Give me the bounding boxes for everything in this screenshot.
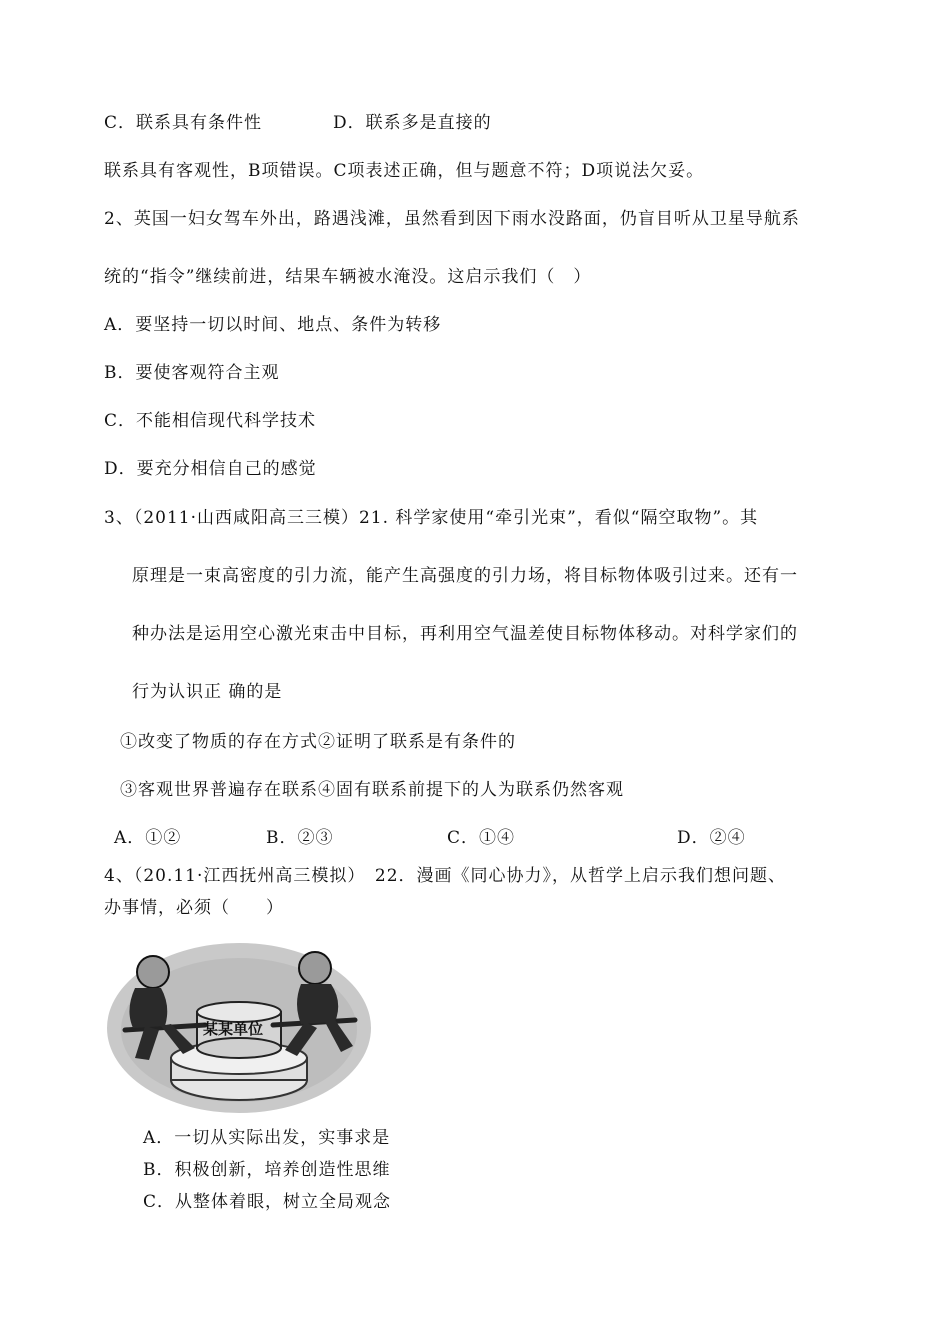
q2-option-b: B．要使客观符合主观 [104,363,280,383]
q4-option-c: C．从整体着眼，树立全局观念 [143,1192,392,1212]
q1-explanation: 联系具有客观性，B项错误。C项表述正确，但与题意不符；D项说法欠妥。 [104,161,705,181]
q3-stem-line-4: 行为认识正 确的是 [132,682,283,702]
cartoon-label: 某某单位 [202,1020,264,1038]
q2-stem-line-1: 2、英国一妇女驾车外出，路遇浅滩，虽然看到因下雨水没路面，仍盲目听从卫星导航系 [104,209,800,229]
q2-option-d: D．要充分相信自己的感觉 [104,459,317,479]
q2-stem-line-2: 统的“指令”继续前进，结果车辆被水淹没。这启示我们（ ） [104,267,592,287]
q3-statements-1-2: ①改变了物质的存在方式②证明了联系是有条件的 [120,732,516,752]
q2-option-a: A．要坚持一切以时间、地点、条件为转移 [104,315,442,335]
q3-statements-3-4: ③客观世界普遍存在联系④固有联系前提下的人为联系仍然客观 [120,780,624,800]
q4-option-b: B．积极创新，培养创造性思维 [143,1160,391,1180]
q3-stem-line-2: 原理是一束高密度的引力流，能产生高强度的引力场，将目标物体吸引过来。还有一 [132,566,798,586]
q4-stem-line-2: 办事情，必须（ ） [104,898,284,918]
q3-stem-line-3: 种办法是运用空心激光束击中目标，再利用空气温差使目标物体移动。对科学家们的 [132,624,798,644]
q3-stem-line-1: 3、（2011·山西咸阳高三三模）21. 科学家使用“牵引光束”，看似“隔空取物”。其 [104,508,759,528]
q3-option-b: B．②③ [266,828,334,848]
q4-stem-line-1: 4、（20.11·江西抚州高三模拟） 22．漫画《同心协力》，从哲学上启示我们想问题、 [104,866,787,886]
q3-option-d: D．②④ [677,828,746,848]
q2-option-c: C．不能相信现代科学技术 [104,411,317,431]
q1-option-d: D．联系多是直接的 [333,113,492,133]
q3-option-a: A．①② [114,828,182,848]
q3-option-c: C．①④ [447,828,516,848]
q4-option-a: A．一切从实际出发，实事求是 [143,1128,391,1148]
q1-option-c: C．联系具有条件性 [104,113,263,133]
cartoon-tongxin-xieli [105,940,373,1115]
